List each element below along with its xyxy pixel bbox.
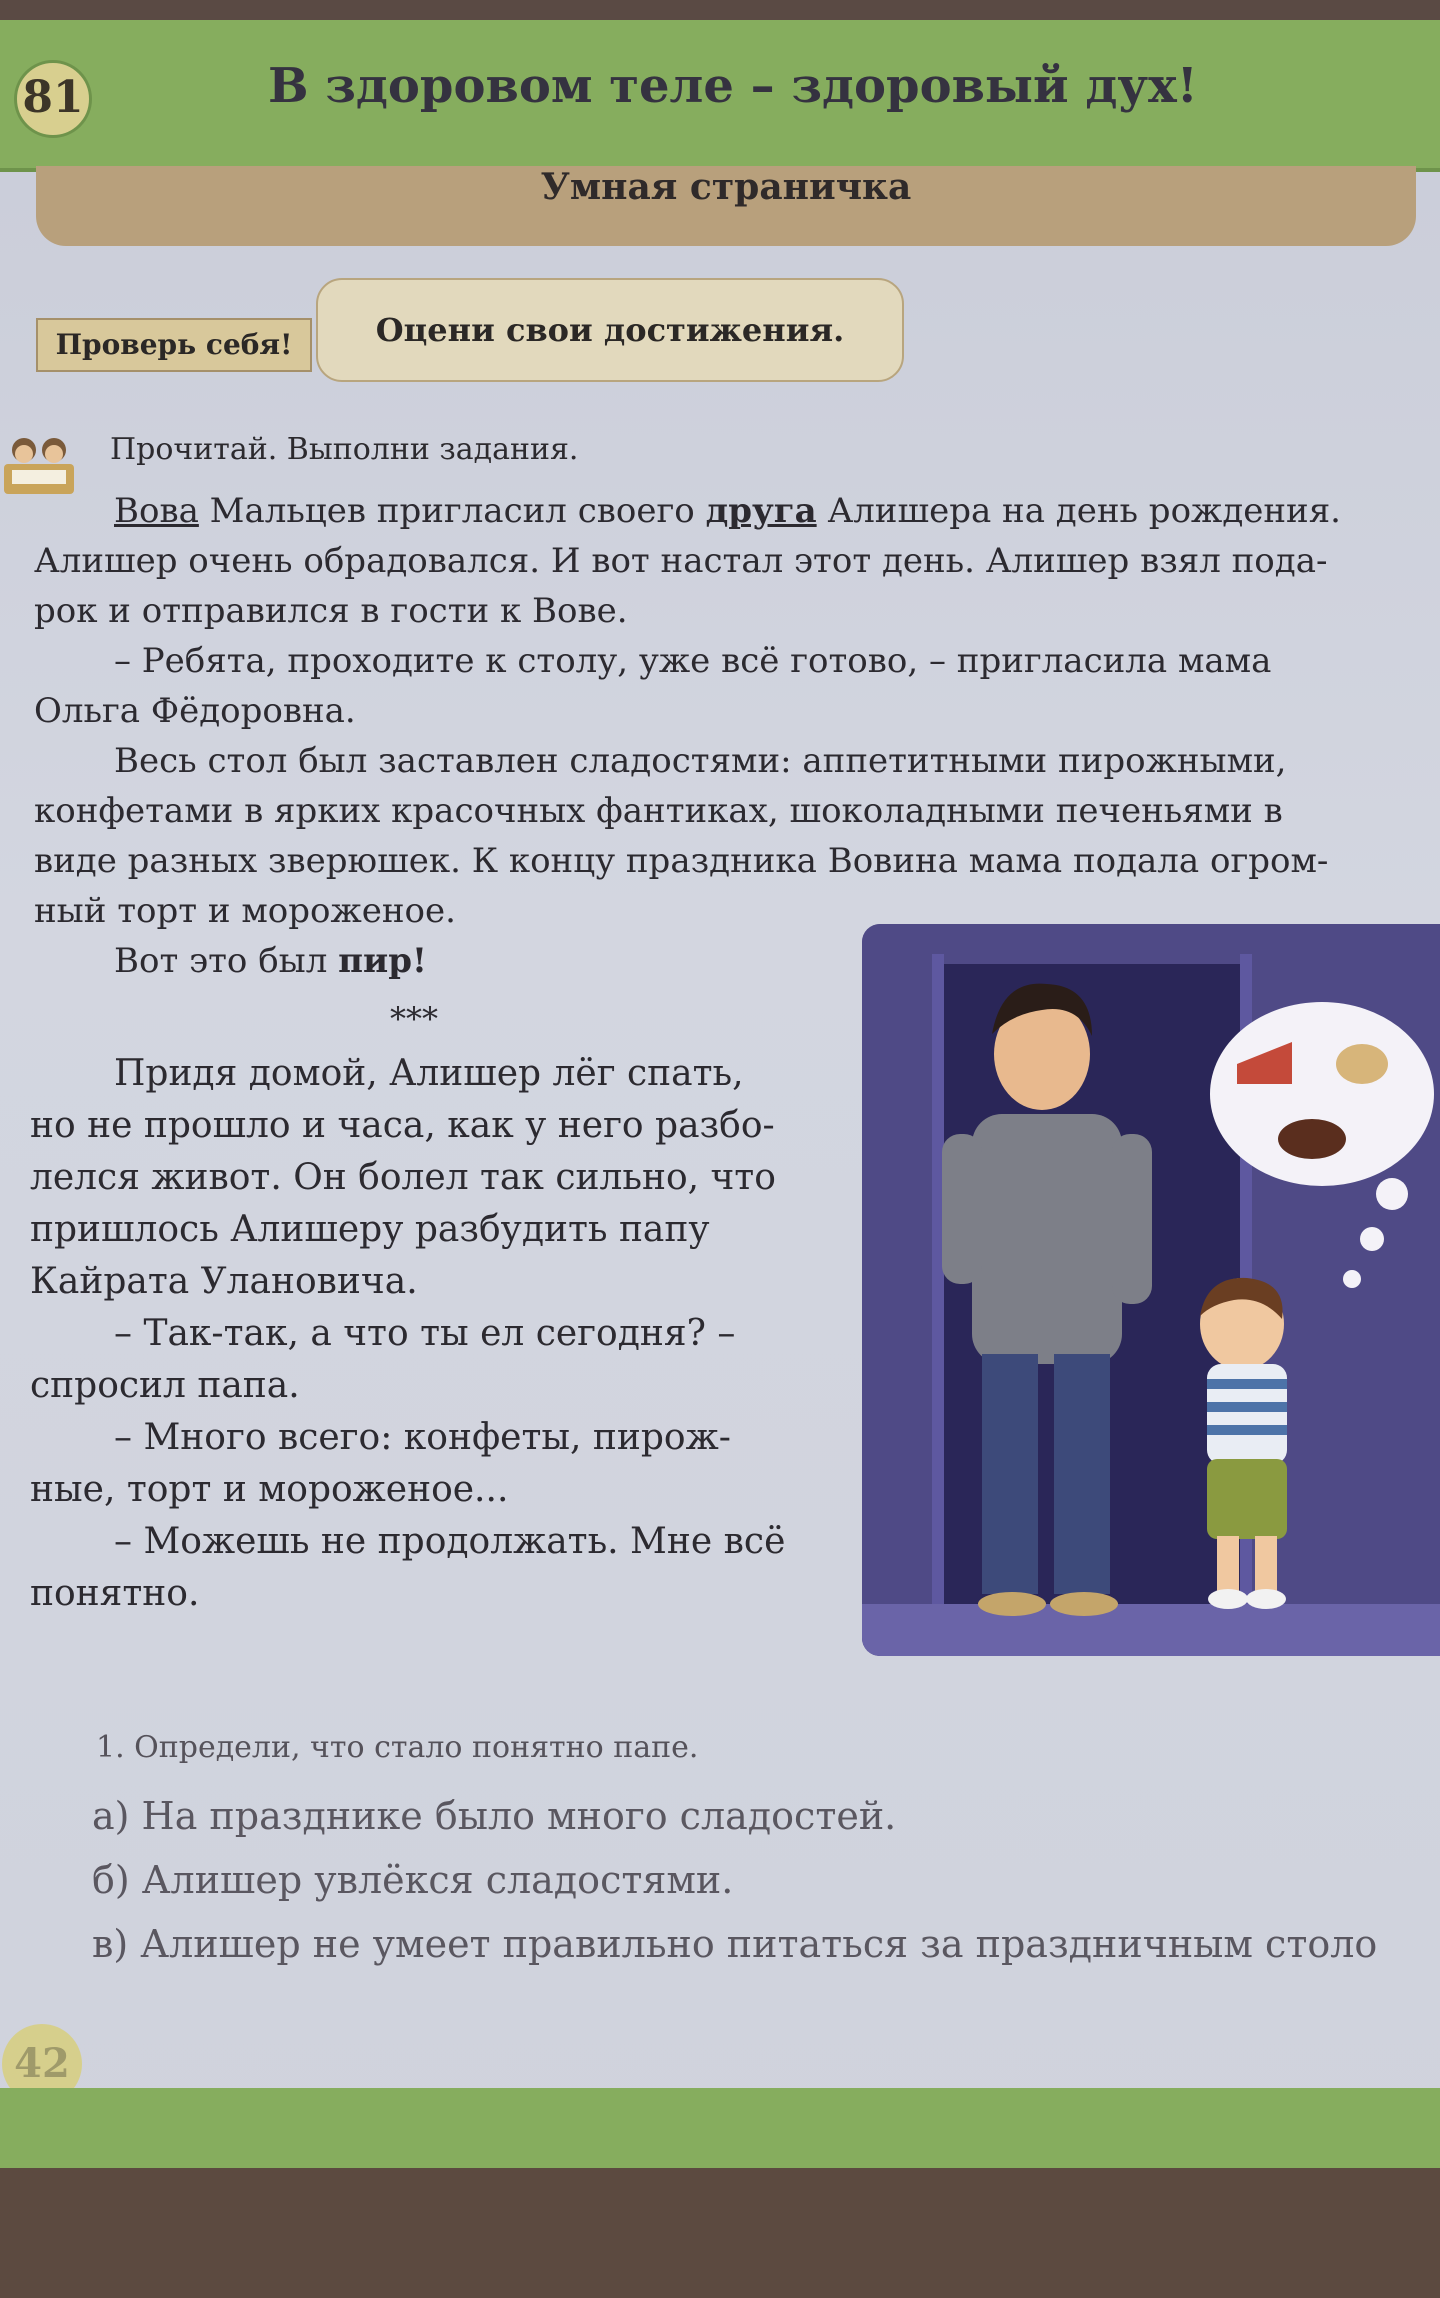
- page-number-bottom: 42: [2, 2024, 82, 2104]
- underlined-word: Вова: [114, 491, 199, 531]
- story-line: Вова Мальцев пригласил своего друга Алишера на день рождения.: [114, 491, 1341, 531]
- section-band: [36, 166, 1416, 246]
- story-line: Кайрата Улановича.: [30, 1261, 418, 1302]
- story-line: Придя домой, Алишер лёг спать,: [114, 1053, 744, 1094]
- chapter-title: В здоровом теле – здоровый дух!: [268, 58, 1198, 114]
- underlined-word: друга: [705, 491, 817, 531]
- story-line: виде разных зверюшек. К концу праздника Вовина мама подала огром-: [34, 841, 1329, 881]
- story-line: Алишер очень обрадовался. И вот настал этот день. Алишер взял пода-: [34, 541, 1328, 581]
- answer-options: [92, 1784, 1377, 1976]
- story-line: Ольга Фёдоровна.: [34, 691, 356, 731]
- check-yourself-tag: Проверь себя!: [36, 318, 312, 372]
- illustration-art: [862, 924, 1440, 1656]
- story-line: Вот это был пир!: [114, 941, 427, 981]
- story-line: – Так-так, а что ты ел сегодня? –: [114, 1313, 736, 1354]
- story-line: рок и отправился в гости к Вове.: [34, 591, 628, 631]
- story-line: пришлось Алишеру разбудить папу: [30, 1209, 710, 1250]
- story-line: – Можешь не продолжать. Мне всё: [114, 1521, 786, 1562]
- answer-option: в) Алишер не умеет правильно питаться за праздничным столо: [92, 1922, 1378, 1966]
- story-line: – Ребята, проходите к столу, уже всё готово, – пригласила мама: [114, 641, 1272, 681]
- page-number-top: 81: [14, 60, 92, 138]
- section-title: Умная страничка: [540, 166, 912, 208]
- story-line: понятно.: [30, 1573, 200, 1614]
- story-line: лелся живот. Он болел так сильно, что: [30, 1157, 776, 1198]
- story-line: Весь стол был заставлен сладостями: аппетитными пирожными,: [114, 741, 1287, 781]
- task-instruction: Прочитай. Выполни задания.: [110, 432, 579, 467]
- footer-band: [0, 2088, 1440, 2168]
- story-line: конфетами в ярких красочных фантиках, шоколадными печеньями в: [34, 791, 1283, 831]
- story-line: но не прошло и часа, как у него разбо-: [30, 1105, 775, 1146]
- answer-option: а) На празднике было много сладостей.: [92, 1794, 897, 1838]
- story-text: [34, 486, 1414, 986]
- table-surface: [0, 2168, 1440, 2298]
- question-title: 1. Определи, что стало понятно папе.: [96, 1730, 699, 1765]
- story-line: – Много всего: конфеты, пирож-: [114, 1417, 731, 1458]
- story-line: ный торт и мороженое.: [34, 891, 456, 931]
- goal-box: Оцени свои достижения.: [316, 278, 904, 382]
- story-line: ные, торт и мороженое...: [30, 1469, 509, 1510]
- father-and-son-illustration: [862, 924, 1440, 1656]
- answer-option: б) Алишер увлёкся сладостями.: [92, 1858, 734, 1902]
- section-separator: ***: [390, 1000, 438, 1038]
- story-continuation: [30, 1048, 830, 1620]
- story-line: спросил папа.: [30, 1365, 300, 1406]
